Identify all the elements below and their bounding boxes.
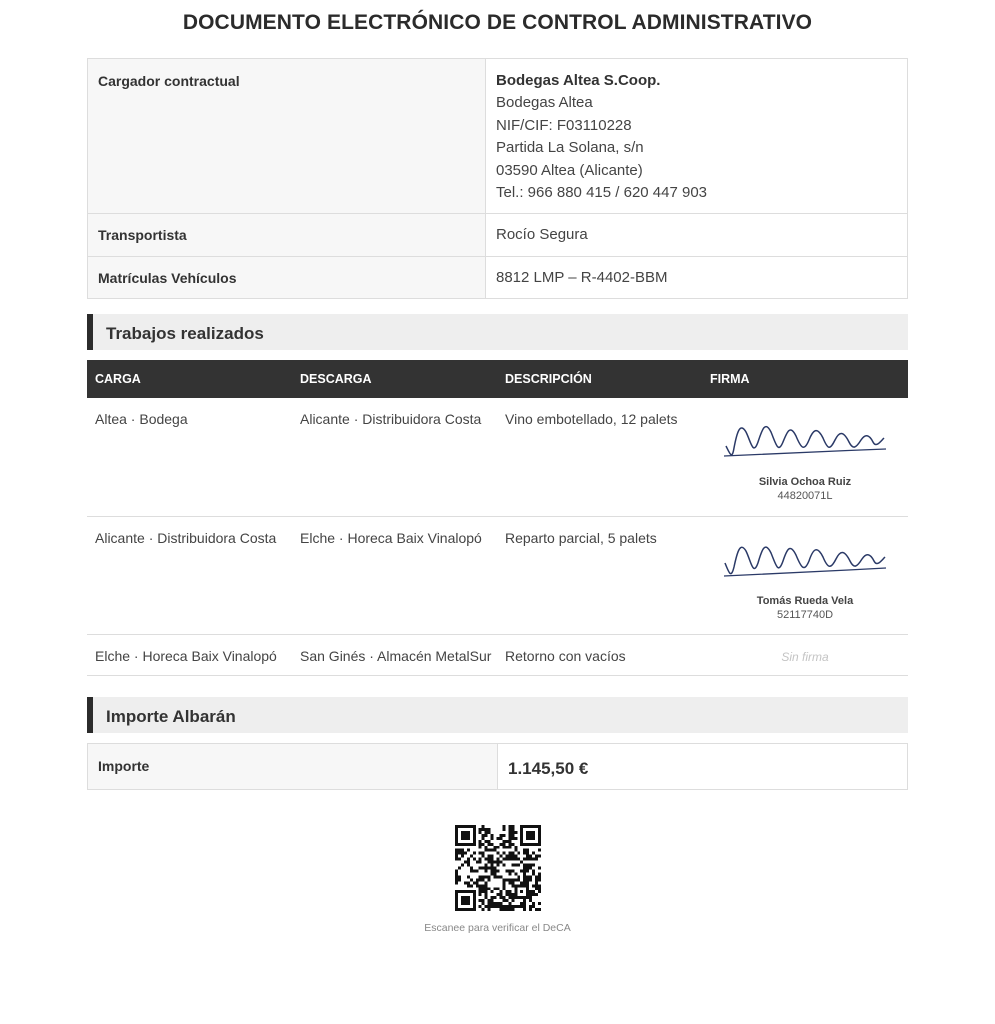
trabajos-heading: Trabajos realizados bbox=[87, 314, 908, 350]
signature-image bbox=[720, 420, 890, 464]
descripcion-cell: Retorno con vacíos bbox=[497, 634, 702, 675]
importe-heading: Importe Albarán bbox=[87, 697, 908, 733]
table-row bbox=[87, 398, 908, 516]
firma-cell bbox=[702, 634, 908, 675]
cargador-row bbox=[88, 59, 908, 214]
descripcion-cell: Vino embotellado, 12 palets bbox=[497, 398, 702, 516]
trabajos-table bbox=[87, 360, 908, 676]
cargador-value bbox=[486, 59, 908, 214]
signature-image bbox=[720, 539, 890, 583]
cargador-company: Bodegas Altea S.Coop. bbox=[496, 72, 661, 89]
document-title: DOCUMENTO ELECTRÓNICO DE CONTROL ADMINISTRATIVO bbox=[182, 11, 813, 34]
parties-table bbox=[87, 58, 908, 299]
importe-value: 1.145,50 € bbox=[498, 744, 908, 790]
carga-cell: Alicante · Distribuidora Costa bbox=[87, 516, 292, 634]
transportista-label: Transportista bbox=[88, 214, 486, 256]
signer-id: 44820071L bbox=[777, 490, 833, 502]
importe-table bbox=[87, 743, 908, 790]
qr-code-image bbox=[455, 825, 541, 911]
importe-row bbox=[88, 744, 908, 790]
matriculas-label: Matrículas Vehículos bbox=[88, 256, 486, 298]
signer-name: Tomás Rueda Vela bbox=[756, 594, 854, 607]
cargador-address: Partida La Solana, s/n bbox=[496, 139, 644, 157]
cargador-trade-name: Bodegas Altea bbox=[496, 94, 593, 112]
cargador-nif: NIF/CIF: F03110228 bbox=[496, 116, 632, 134]
descarga-cell: Elche · Horeca Baix Vinalopó bbox=[292, 516, 497, 634]
matriculas-row bbox=[88, 256, 908, 298]
cargador-label: Cargador contractual bbox=[88, 59, 486, 214]
qr-caption: Escanee para verificar el DeCA bbox=[424, 922, 571, 934]
transportista-value: Rocío Segura bbox=[486, 214, 908, 256]
trabajos-header-row bbox=[87, 360, 908, 398]
cargador-city: 03590 Altea (Alicante) bbox=[496, 161, 643, 179]
no-signature-text: Sin firma bbox=[781, 649, 829, 664]
firma-cell bbox=[702, 398, 908, 516]
table-row bbox=[87, 634, 908, 675]
importe-label: Importe bbox=[88, 744, 498, 790]
table-row bbox=[87, 516, 908, 634]
transportista-row bbox=[88, 214, 908, 256]
descripcion-cell: Reparto parcial, 5 palets bbox=[497, 516, 702, 634]
cargador-phone: Tel.: 966 880 415 / 620 447 903 bbox=[496, 184, 708, 202]
descarga-cell: Alicante · Distribuidora Costa bbox=[292, 398, 497, 516]
column-header-descarga: DESCARGA bbox=[292, 360, 497, 398]
column-header-carga: CARGA bbox=[87, 360, 292, 398]
descarga-cell: San Ginés · Almacén MetalSur bbox=[292, 634, 497, 675]
column-header-firma: FIRMA bbox=[702, 360, 908, 398]
column-header-descripcion: DESCRIPCIÓN bbox=[497, 360, 702, 398]
signer-name: Silvia Ochoa Ruiz bbox=[758, 476, 852, 488]
firma-cell bbox=[702, 516, 908, 634]
carga-cell: Altea · Bodega bbox=[87, 398, 292, 516]
carga-cell: Elche · Horeca Baix Vinalopó bbox=[87, 634, 292, 675]
matriculas-value: 8812 LMP – R-4402-BBM bbox=[486, 256, 908, 298]
signer-id: 52117740D bbox=[776, 608, 834, 621]
